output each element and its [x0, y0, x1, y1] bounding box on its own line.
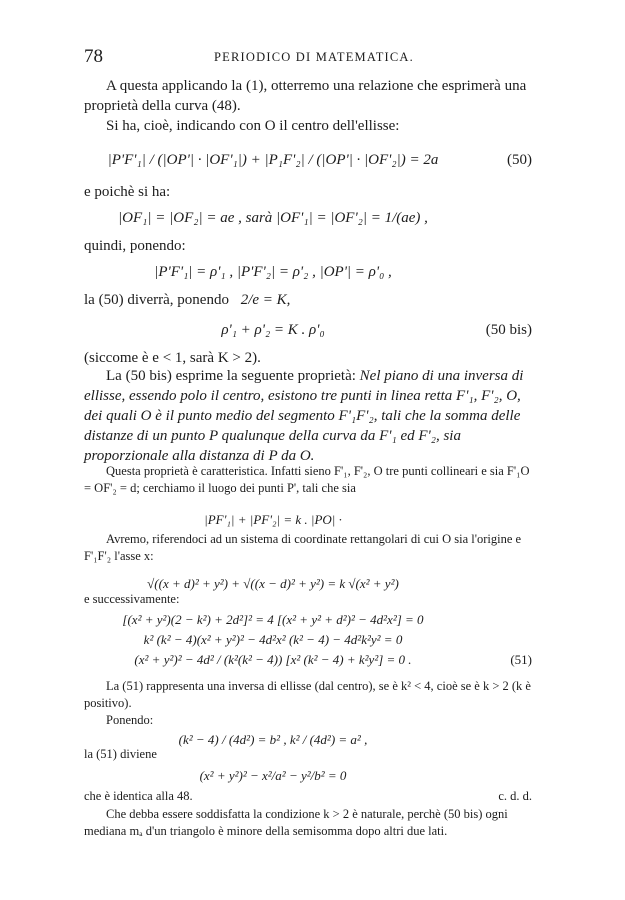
- equation-rho-expr: |P'F'₁| = ρ'₁ , |P'F'₂| = ρ'₂ , |OP'| = ρ'₀ ,: [154, 263, 392, 280]
- equation-ponendo-expr: (k² − 4) / (4d²) = b² , k² / (4d²) = a² ,: [178, 732, 368, 747]
- equation-sqrt-expr: √((x + d)² + y²) + √((x − d)² + y²) = k √(x² + y²): [147, 576, 399, 591]
- equation-50-bis: [84, 310, 532, 350]
- page-number: 78: [84, 46, 103, 67]
- small-paragraph-5: Ponendo:: [106, 713, 154, 727]
- running-header: [84, 46, 544, 70]
- paragraph-7-lead: La (50 bis) esprime la seguente proprietà:: [106, 368, 360, 384]
- equation-51: [84, 640, 532, 680]
- paragraph-7-theorem: Nel piano di una inversa di ellisse, essendo polo il centro, esistono tre punti in linea retta F'₁, F'₂, O, dei quali O è il punto medio del segmento F'₁F'₂, tali che la somma delle distanze di un punto P qualunque della curva da F'₁ ed F'₂, sia proporzionale alla distanza di P da O.: [84, 368, 524, 464]
- small-paragraph-8: Che debba essere soddisfatta la condizione k > 2 è naturale, perchè (50 bis) ogni mediana mₐ d'un triangolo è minore della semisomma dopo altri due lati.: [84, 807, 508, 838]
- equation-final-expr: (x² + y²)² − x²/a² − y²/b² = 0: [199, 768, 347, 783]
- equation-50-expr: |P'F'₁| / (|OP'| · |OF'₁|) + |P₁F'₂| / (|OP'| · |OF'₂|) = 2a: [107, 151, 439, 168]
- equation-k: 2/e = K,: [240, 292, 291, 308]
- equation-50-tag: (50): [507, 151, 532, 168]
- paragraph-7: [84, 366, 532, 466]
- paragraph-5: [84, 290, 532, 310]
- equation-expand-b-expr: k² (k² − 4)(x² + y²)² − 4d²x² (k² − 4) − 4d²k²y² = 0: [143, 632, 403, 647]
- running-title: PERIODICO DI MATEMATICA.: [214, 50, 414, 64]
- equation-51-tag: (51): [510, 652, 532, 667]
- equation-rho: [84, 252, 532, 292]
- equation-50-bis-tag: (50 bis): [485, 321, 532, 338]
- equation-expand-a-expr: [(x² + y²)(2 − k²) + 2d²]² = 4 [(x² + y² + d²)² − 4d²x²] = 0: [122, 612, 424, 627]
- paragraph-1: A questa applicando la (1), otterremo una relazione che esprimerà una proprietà della curva (48).: [84, 78, 527, 114]
- small-paragraph-2: Avremo, riferendoci ad un sistema di coordinate rettangolari di cui O sia l'origine e F'₁F'₂ l'asse x:: [84, 532, 522, 563]
- paragraph-5-text: la (50) diverrà, ponendo: [84, 292, 229, 308]
- equation-ae: [84, 198, 532, 238]
- qed-mark: c. d. d.: [498, 789, 532, 803]
- small-paragraph-4: La (51) rappresenta una inversa di ellisse (dal centro), se è k² < 4, cioè se è k > 2 (k è positivo).: [84, 679, 531, 710]
- equation-51-expr: (x² + y²)² − 4d² / (k²(k² − 4)) [x² (k² − 4) + k²y²] = 0 .: [134, 652, 412, 667]
- paragraph-4: quindi, ponendo:: [84, 238, 186, 254]
- small-paragraph-3: e successivamente:: [84, 592, 180, 606]
- small-paragraph-7: [84, 788, 532, 805]
- equation-pf-expr: |PF'₁| + |PF'₂| = k . |PO| ·: [204, 512, 342, 527]
- paragraph-2: Si ha, cioè, indicando con O il centro dell'ellisse:: [106, 118, 400, 134]
- equation-ae-expr: |OF₁| = |OF₂| = ae , sarà |OF'₁| = |OF'₂| = 1/(ae) ,: [118, 209, 428, 226]
- paragraph-3: e poichè si ha:: [84, 184, 171, 200]
- small-paragraph-6: la (51) diviene: [84, 747, 157, 761]
- small-paragraph-7-text: che è identica alla 48.: [84, 789, 193, 803]
- small-paragraph-1: Questa proprietà è caratteristica. Infatti sieno F'₁, F'₂, O tre punti collineari e sia F'₁O = OF'₂ = d; cerchiamo il luogo dei punti P', tali che sia: [84, 464, 530, 495]
- paragraph-6: (siccome è e < 1, sarà K > 2).: [84, 350, 261, 366]
- equation-50: [84, 140, 532, 180]
- equation-50-bis-expr: ρ'₁ + ρ'₂ = K . ρ'₀: [221, 321, 325, 338]
